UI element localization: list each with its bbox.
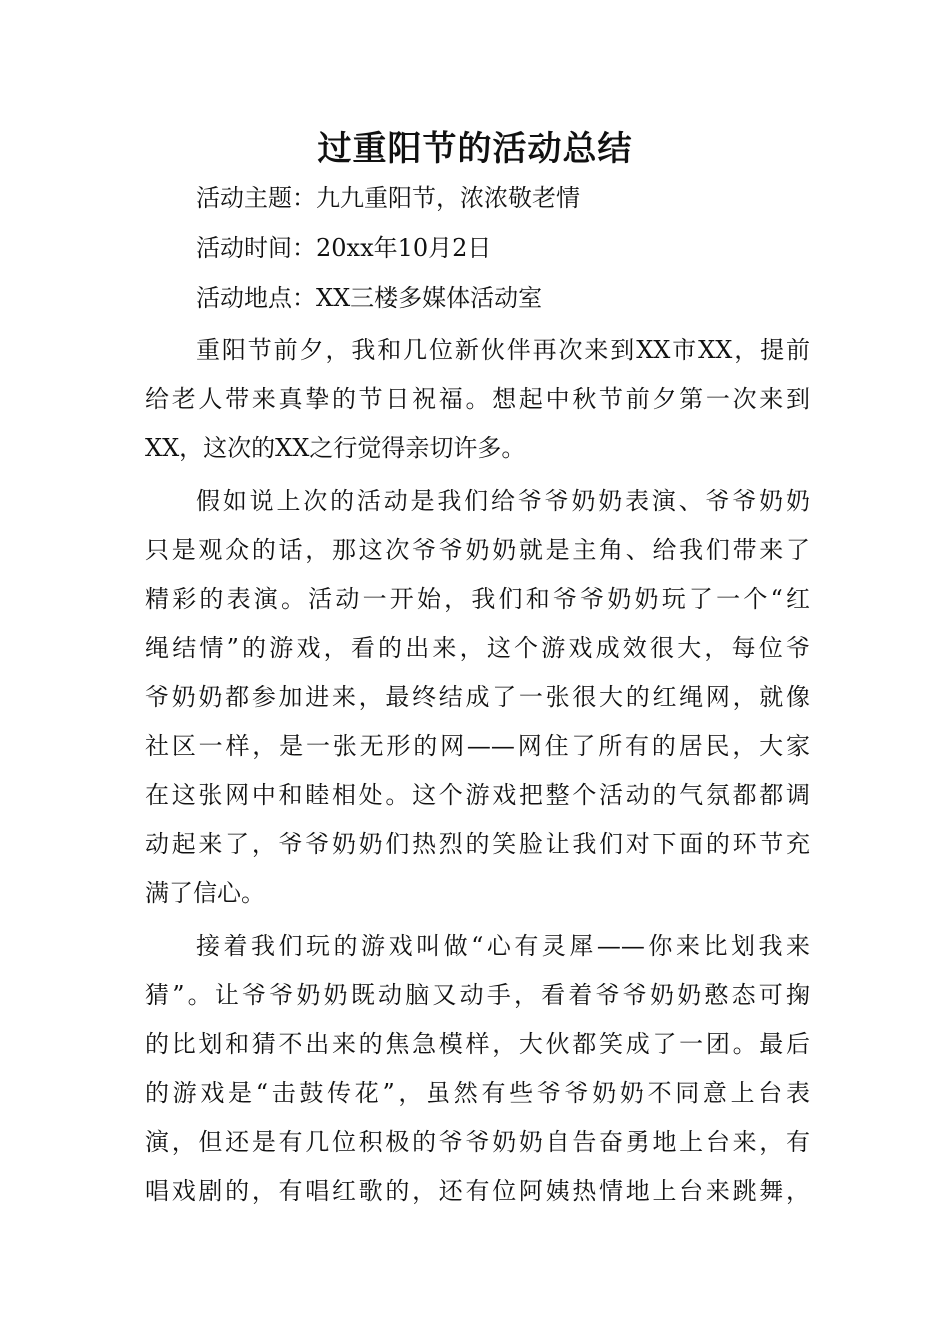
meta-time: 活动时间：20xx年10月2日 (196, 234, 492, 262)
paragraph-line: 的比划和猜不出来的焦急模样，大伙都笑成了一团。最后 (145, 1030, 810, 1058)
paragraph-line: 接着我们玩的游戏叫做“心有灵犀——你来比划我来 (196, 932, 810, 960)
paragraph-line: 在这张网中和睦相处。这个游戏把整个活动的气氛都都调 (145, 781, 810, 809)
paragraph-line: 重阳节前夕，我和几位新伙伴再次来到XX市XX，提前 (196, 336, 810, 364)
paragraph-line: 假如说上次的活动是我们给爷爷奶奶表演、爷爷奶奶 (196, 487, 810, 515)
paragraph-line: 只是观众的话，那这次爷爷奶奶就是主角、给我们带来了 (145, 536, 810, 564)
paragraph-line: 爷奶奶都参加进来，最终结成了一张很大的红绳网，就像 (145, 683, 810, 711)
meta-theme: 活动主题：九九重阳节，浓浓敬老情 (196, 184, 580, 212)
paragraph-line: 演，但还是有几位积极的爷爷奶奶自告奋勇地上台来，有 (145, 1128, 810, 1156)
paragraph-line: XX，这次的XX之行觉得亲切许多。 (145, 434, 526, 462)
paragraph-line: 社区一样，是一张无形的网——网住了所有的居民，大家 (145, 732, 810, 760)
paragraph-line: 动起来了，爷爷奶奶们热烈的笑脸让我们对下面的环节充 (145, 830, 810, 858)
paragraph-line: 绳结情”的游戏，看的出来，这个游戏成效很大，每位爷 (145, 634, 810, 662)
meta-place: 活动地点：XX三楼多媒体活动室 (196, 284, 543, 312)
document-title: 过重阳节的活动总结 (317, 129, 633, 169)
paragraph-line: 唱戏剧的，有唱红歌的，还有位阿姨热情地上台来跳舞， (145, 1177, 810, 1205)
paragraph-line: 给老人带来真挚的节日祝福。想起中秋节前夕第一次来到 (145, 385, 810, 413)
paragraph-line: 精彩的表演。活动一开始，我们和爷爷奶奶玩了一个“红 (145, 585, 810, 613)
paragraph-line: 满了信心。 (145, 879, 265, 907)
paragraph-line: 的游戏是“击鼓传花”，虽然有些爷爷奶奶不同意上台表 (145, 1079, 810, 1107)
paragraph-line: 猜”。让爷爷奶奶既动脑又动手，看着爷爷奶奶憨态可掬 (145, 981, 810, 1009)
